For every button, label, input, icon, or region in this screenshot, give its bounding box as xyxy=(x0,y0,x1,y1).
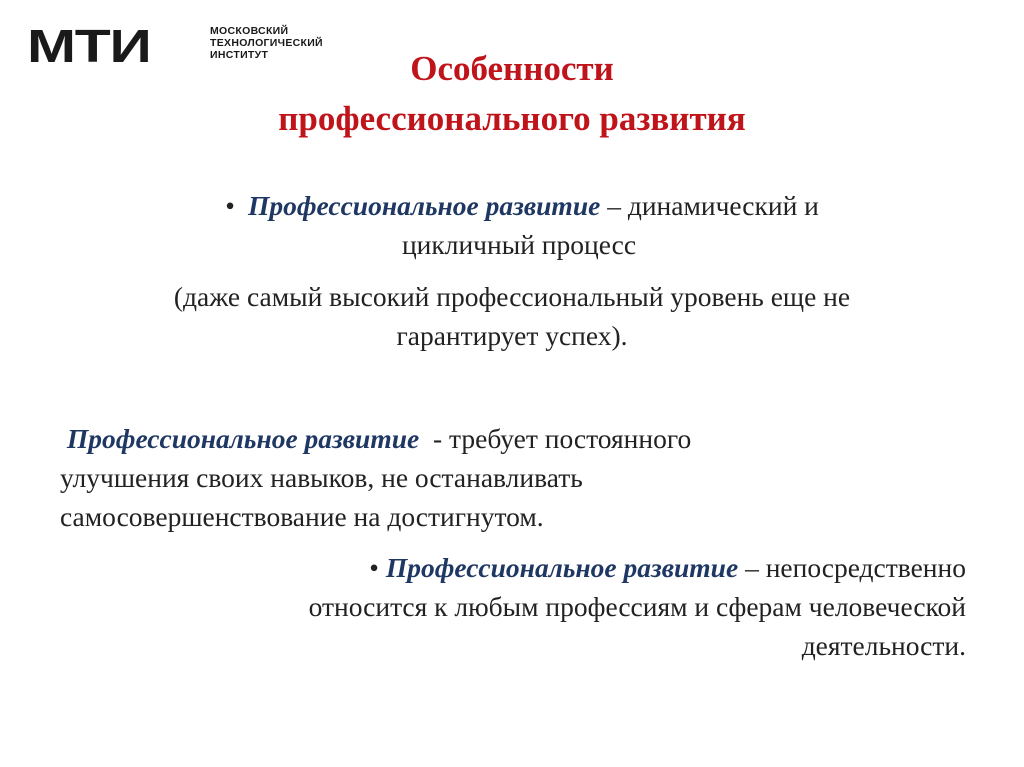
slide-title xyxy=(150,44,874,144)
title-line-2: профессионального развития xyxy=(278,99,746,138)
bullet-1-text: – динамический и xyxy=(600,190,819,221)
paragraph-1 xyxy=(70,277,954,355)
bullet-symbol: • xyxy=(225,190,235,221)
bullet-3-text: – непосредственно xyxy=(738,552,966,583)
paragraph-2-line-1 xyxy=(60,419,880,458)
paragraph-2-line-2: улучшения своих навыков, не останавливать xyxy=(60,462,583,493)
bullet-3-line-2: относится к любым профессиям и сферам человеческой xyxy=(308,591,966,622)
bullet-1-line-1 xyxy=(134,186,904,225)
logo-caption-line-2: ТЕХНОЛОГИЧЕСКИЙ xyxy=(210,37,323,49)
bullet-1-line-2: цикличный процесс xyxy=(401,229,637,260)
logo-mark: МТИ xyxy=(27,20,151,72)
bullet-item-3 xyxy=(140,548,966,665)
bullet-3-line-3: деятельности. xyxy=(801,630,966,661)
paragraph-1-line-1: (даже самый высокий профессиональный уровень еще не xyxy=(173,281,851,312)
paragraph-2 xyxy=(60,419,880,536)
paragraph-1-line-2: гарантирует успех). xyxy=(396,320,628,351)
term-highlight: Профессиональное развитие xyxy=(385,552,739,583)
logo-caption-line-3: ИНСТИТУТ xyxy=(210,49,269,61)
bullet-3-line-1 xyxy=(140,548,966,587)
bullet-symbol: • xyxy=(369,552,379,583)
logo-caption-line-1: МОСКОВСКИЙ xyxy=(210,25,289,37)
title-line-1: Особенности xyxy=(410,49,614,88)
paragraph-2-text: - требует постоянного xyxy=(419,423,692,454)
term-highlight: Профессиональное развитие xyxy=(66,423,420,454)
paragraph-2-line-3: самосовершенствование на достигнутом. xyxy=(60,501,544,532)
term-highlight: Профессиональное развитие xyxy=(247,190,601,221)
bullet-item-1 xyxy=(134,186,904,264)
